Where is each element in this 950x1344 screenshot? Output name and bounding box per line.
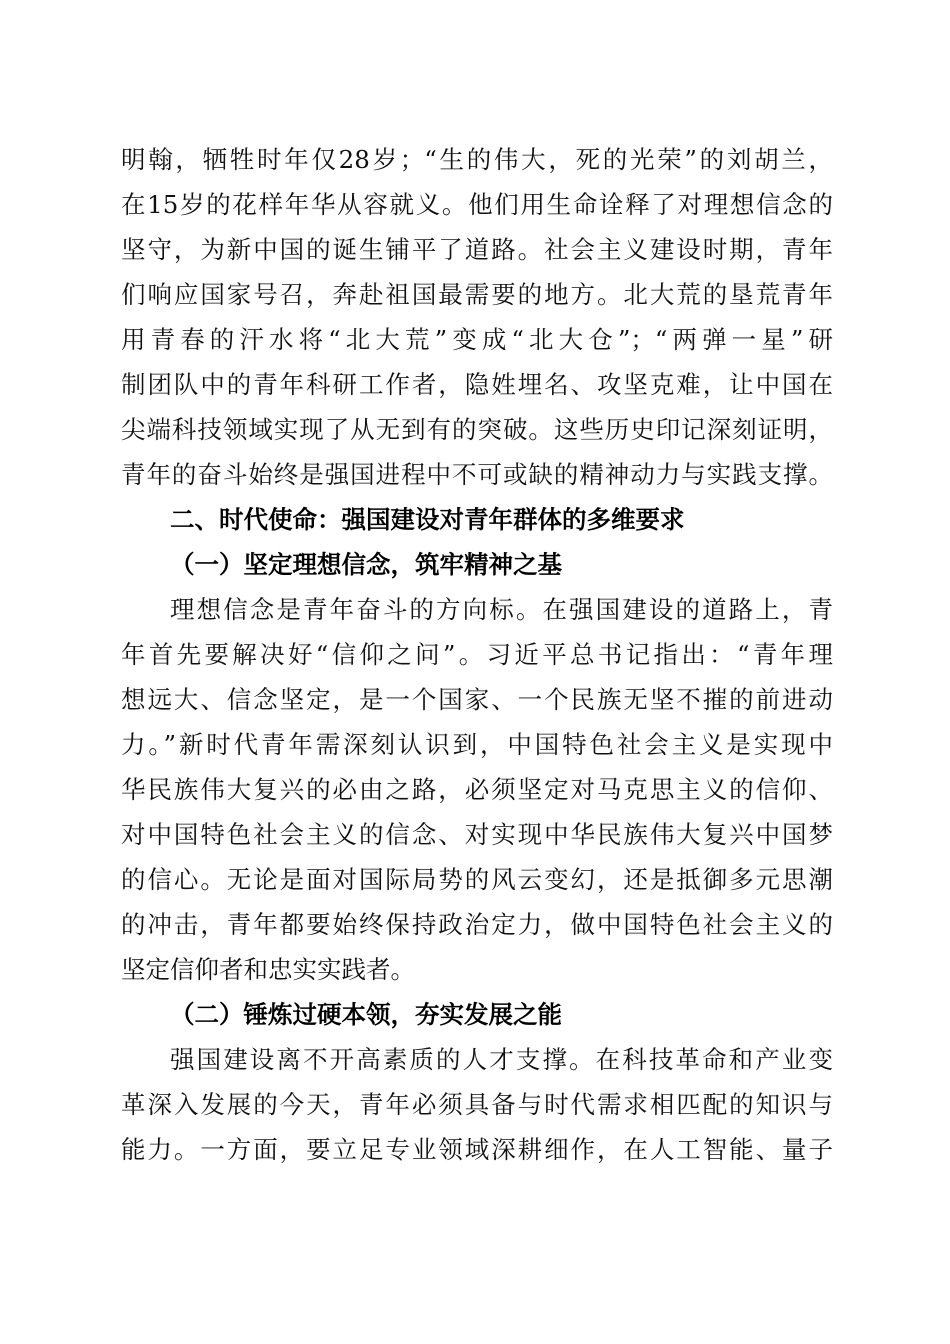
subsection-heading-1: （一）坚定理想信念，筑牢精神之基 xyxy=(170,550,562,579)
paragraph-line: 革深入发展的今天，青年必须具备与时代需求相匹配的知识与 xyxy=(121,1090,833,1119)
section-heading: 二、时代使命：强国建设对青年群体的多维要求 xyxy=(170,505,685,534)
subsection-heading-2: （二）锤炼过硬本领，夯实发展之能 xyxy=(170,1000,562,1029)
paragraph-line: 能力。一方面，要立足专业领域深耕细作，在人工智能、量子 xyxy=(121,1135,833,1164)
paragraph-line: 的冲击，青年都要始终保持政治定力，做中国特色社会主义的 xyxy=(121,910,833,939)
paragraph-line: 力。”新时代青年需深刻认识到，中国特色社会主义是实现中 xyxy=(121,730,833,759)
paragraph-line: 尖端科技领域实现了从无到有的突破。这些历史印记深刻证明， xyxy=(121,415,833,444)
paragraph-line: 用青春的汗水将“北大荒”变成“北大仓”；“两弹一星”研 xyxy=(121,325,833,354)
paragraph-line: 明翰，牺牲时年仅28岁；“生的伟大，死的光荣”的刘胡兰， xyxy=(121,145,833,174)
paragraph-line: 的信心。无论是面对国际局势的风云变幻，还是抵御多元思潮 xyxy=(121,865,833,894)
paragraph-line: 年首先要解决好“信仰之问”。习近平总书记指出：“青年理 xyxy=(121,640,833,669)
paragraph-line: 理想信念是青年奋斗的方向标。在强国建设的道路上，青 xyxy=(170,595,833,624)
paragraph-line: 在15岁的花样年华从容就义。他们用生命诠释了对理想信念的 xyxy=(121,190,833,219)
paragraph-line: 坚守，为新中国的诞生铺平了道路。社会主义建设时期，青年 xyxy=(121,235,833,264)
paragraph-line: 强国建设离不开高素质的人才支撑。在科技革命和产业变 xyxy=(170,1045,833,1074)
paragraph-line: 想远大、信念坚定，是一个国家、一个民族无坚不摧的前进动 xyxy=(121,685,833,714)
paragraph-line: 制团队中的青年科研工作者，隐姓埋名、攻坚克难，让中国在 xyxy=(121,370,833,399)
paragraph-line: 对中国特色社会主义的信念、对实现中华民族伟大复兴中国梦 xyxy=(121,820,833,849)
paragraph-line: 华民族伟大复兴的必由之路，必须坚定对马克思主义的信仰、 xyxy=(121,775,833,804)
paragraph-line: 坚定信仰者和忠实实践者。 xyxy=(121,955,415,984)
paragraph-line: 青年的奋斗始终是强国进程中不可或缺的精神动力与实践支撑。 xyxy=(121,460,833,489)
paragraph-line: 们响应国家号召，奔赴祖国最需要的地方。北大荒的垦荒青年 xyxy=(121,280,833,309)
